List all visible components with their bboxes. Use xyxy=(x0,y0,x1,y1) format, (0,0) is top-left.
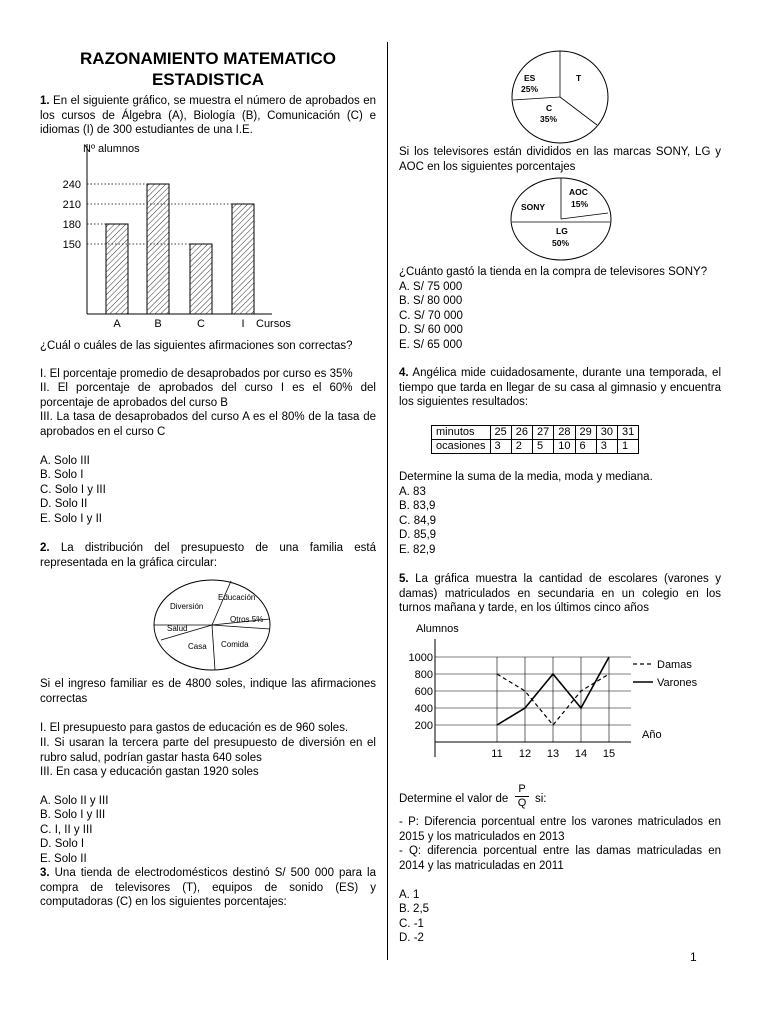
pie-label-otros: Otros 5% xyxy=(230,615,264,624)
pie-label-educacion: Educación xyxy=(218,593,256,602)
q4-question: Determine la suma de la media, moda y mediana. xyxy=(399,471,653,483)
q3-text xyxy=(40,866,376,910)
q3-option-a: A. S/ 75 000 xyxy=(399,281,463,293)
legend-label-varones: Varones xyxy=(657,677,698,689)
y-tick-label: 800 xyxy=(414,669,433,681)
q4-number: 4. xyxy=(399,367,409,379)
q2-statement-2: II. Si usaran la tercera parte del presupuesto de diversión en el rubro salud, podrían gastar hasta 640 soles xyxy=(40,737,376,764)
q3-option-c: C. S/ 70 000 xyxy=(399,310,463,322)
y-tick-label: 210 xyxy=(62,199,81,211)
table-cell: 10 xyxy=(554,440,575,454)
bar-A xyxy=(106,224,128,314)
q5-fraction xyxy=(515,783,529,810)
q2-option-e: E. Solo II xyxy=(40,853,87,865)
q2-context: Si el ingreso familiar es de 4800 soles, indique las afirmaciones correctas xyxy=(40,678,376,705)
pie-label-casa: Casa xyxy=(188,642,207,651)
y-tick-label: 600 xyxy=(414,686,433,698)
table-row xyxy=(432,426,639,440)
q2-statement: La distribución del presupuesto de una familia está representada en la gráfica circular: xyxy=(40,542,376,569)
q2-option-a: A. Solo II y III xyxy=(40,795,109,807)
q3-option-e: E. S/ 65 000 xyxy=(399,339,463,351)
fraction-numerator: P xyxy=(515,783,529,797)
table-cell: 28 xyxy=(554,426,575,440)
q2-option-c: C. I, II y III xyxy=(40,824,93,836)
q3-statement: Una tienda de electrodomésticos destinó S/ 500 000 para la compra de televisores (T), equipos de sonido (ES) y computadoras (C) en los siguientes porcentajes: xyxy=(40,867,376,909)
q1-statement-2: II. El porcentaje de aprobados del curso I es el 60% del porcentaje de aprobados del curso B xyxy=(40,382,376,409)
q4-option-d: D. 85,9 xyxy=(399,529,437,541)
q1-question: ¿Cuál o cuáles de las siguientes afirmaciones son correctas? xyxy=(40,340,353,352)
q1-statement-3: III. La tasa de desaprobados del curso A es el 80% de la tasa de aprobados en el curso C xyxy=(40,411,376,438)
pie-label-lg: LG xyxy=(556,226,568,236)
q4-option-b: B. 83,9 xyxy=(399,500,436,512)
pie-label-diversion: Diversión xyxy=(170,602,204,611)
q4-text xyxy=(399,366,721,410)
q5-text xyxy=(399,572,721,616)
q1-statement: En el siguiente gráfico, se muestra el número de aprobados en los cursos de Álgebra (A), Biología (B), Comunicación (C) e idiomas (I) de 300 estudiantes de una I.E. xyxy=(40,95,376,137)
table-cell: 25 xyxy=(490,426,511,440)
x-tick-label: B xyxy=(154,318,162,330)
pie-label-salud: Salud xyxy=(167,624,188,633)
pie-label-aoc-pct: 15% xyxy=(571,199,589,209)
table-cell: 27 xyxy=(533,426,554,440)
q2-text xyxy=(40,541,376,570)
table-cell: 1 xyxy=(618,440,639,454)
page-title xyxy=(40,48,376,90)
pie-label-lg-pct: 50% xyxy=(552,238,570,248)
table-cell: ocasiones xyxy=(432,440,491,454)
table-cell: 2 xyxy=(511,440,532,454)
q4-option-a: A. 83 xyxy=(399,486,426,498)
table-cell: 30 xyxy=(596,426,617,440)
q1-option-e: E. Solo I y II xyxy=(40,513,102,525)
table-cell: minutos xyxy=(432,426,491,440)
x-tick-label: 14 xyxy=(574,748,588,760)
pie-label-aoc: AOC xyxy=(569,187,588,197)
q2-option-d: D. Solo I xyxy=(40,838,85,850)
legend-label-damas: Damas xyxy=(657,659,692,671)
bar-C xyxy=(190,244,212,314)
q4-option-e: E. 82,9 xyxy=(399,544,436,556)
bar-B xyxy=(147,184,169,314)
fraction-denominator: Q xyxy=(517,797,527,809)
q5-q-definition: - Q: diferencia porcentual entre las damas matriculadas en 2014 y las matriculadas en 2011 xyxy=(399,845,721,872)
x-tick-label: 15 xyxy=(602,748,616,760)
pie-label-t: T xyxy=(576,73,582,83)
q5-p-definition: - P: Diferencia porcentual entre los varones matriculados en 2015 y los matriculados en 2013 xyxy=(399,816,721,843)
q5-option-b: B. 2,5 xyxy=(399,903,430,915)
q2-statement-1: I. El presupuesto para gastos de educación es de 960 soles. xyxy=(40,722,349,734)
table-cell: 29 xyxy=(575,426,596,440)
q3-option-b: B. S/ 80 000 xyxy=(399,295,463,307)
q2-statement-3: III. En casa y educación gastan 1920 soles xyxy=(40,766,259,778)
budget-pie-chart xyxy=(150,578,274,674)
y-tick-label: 1000 xyxy=(408,652,433,664)
y-tick-label: 400 xyxy=(414,703,433,715)
q5-option-d: D. -2 xyxy=(399,932,424,944)
x-tick-label: C xyxy=(197,318,205,330)
pie-label-comida: Comida xyxy=(221,640,249,649)
y-tick-label: 200 xyxy=(414,720,433,732)
q5-number: 5. xyxy=(399,573,409,585)
table-cell: 3 xyxy=(490,440,511,454)
y-tick-label: 240 xyxy=(62,179,81,191)
x-tick-label: 11 xyxy=(491,748,503,760)
q1-option-a: A. Solo III xyxy=(40,455,90,467)
table-cell: 5 xyxy=(533,440,554,454)
q5-option-c: C. -1 xyxy=(399,918,424,930)
purchase-pie-chart xyxy=(509,48,613,148)
pie-label-c: C xyxy=(546,103,553,113)
x-tick-label: I xyxy=(241,318,245,330)
q5-si: si: xyxy=(535,793,547,805)
q3-option-d: D. S/ 60 000 xyxy=(399,324,463,336)
table-cell: 26 xyxy=(511,426,532,440)
q5-option-a: A. 1 xyxy=(399,889,420,901)
q3-number: 3. xyxy=(40,867,50,879)
x-tick-label: 13 xyxy=(546,748,560,760)
q1-option-b: B. Solo I xyxy=(40,469,84,481)
column-divider xyxy=(387,42,388,960)
table-cell: 6 xyxy=(575,440,596,454)
q1-number: 1. xyxy=(40,95,50,107)
y-tick-label: 150 xyxy=(62,239,81,251)
y-axis-label: Alumnos xyxy=(416,623,459,635)
y-axis-label: Nº alumnos xyxy=(83,143,140,155)
pie-label-sony: SONY xyxy=(521,202,546,212)
q1-option-d: D. Solo II xyxy=(40,498,88,510)
pie-label-c-pct: 35% xyxy=(540,114,558,124)
line-chart xyxy=(399,617,721,767)
x-tick-label: 12 xyxy=(518,748,532,760)
q4-data-table xyxy=(431,425,639,454)
q4-option-c: C. 84,9 xyxy=(399,515,437,527)
q5-determine xyxy=(399,792,508,807)
q5-determine-text: Determine el valor de xyxy=(399,793,509,805)
page-number: 1 xyxy=(690,950,697,964)
brands-pie-chart xyxy=(508,175,614,265)
q2-number: 2. xyxy=(40,542,50,554)
bar-I xyxy=(232,204,254,314)
table-cell: 3 xyxy=(596,440,617,454)
q3-middle-text: Si los televisores están divididos en las marcas SONY, LG y AOC en los siguientes porcentajes xyxy=(399,146,721,173)
q1-statement-1: I. El porcentaje promedio de desaprobados por curso es 35% xyxy=(40,368,353,380)
table-row xyxy=(432,440,639,454)
pie-label-es: ES xyxy=(524,73,536,83)
pie-label-es-pct: 25% xyxy=(521,84,539,94)
q3-question: ¿Cuánto gastó la tienda en la compra de televisores SONY? xyxy=(399,266,708,278)
x-axis-label: Año xyxy=(642,729,662,741)
table-cell: 31 xyxy=(618,426,639,440)
y-tick-label: 180 xyxy=(62,219,81,231)
x-tick-label: A xyxy=(113,318,121,330)
q1-option-c: C. Solo I y III xyxy=(40,484,106,496)
title-line-2: ESTADISTICA xyxy=(151,70,265,89)
bar-chart xyxy=(40,140,340,335)
q1-text xyxy=(40,94,376,138)
x-axis-label: Cursos xyxy=(256,318,291,330)
q5-statement: La gráfica muestra la cantidad de escolares (varones y damas) matriculados en secundaria en un colegio en los turnos mañana y tarde, en los últimos cinco años xyxy=(399,573,721,615)
title-line-1: RAZONAMIENTO MATEMATICO xyxy=(80,49,336,68)
q4-statement: Angélica mide cuidadosamente, durante una temporada, el tiempo que tarda en llegar de su casa al gimnasio y encuentra los siguientes resultados: xyxy=(399,367,721,409)
q2-option-b: B. Solo I y III xyxy=(40,809,106,821)
